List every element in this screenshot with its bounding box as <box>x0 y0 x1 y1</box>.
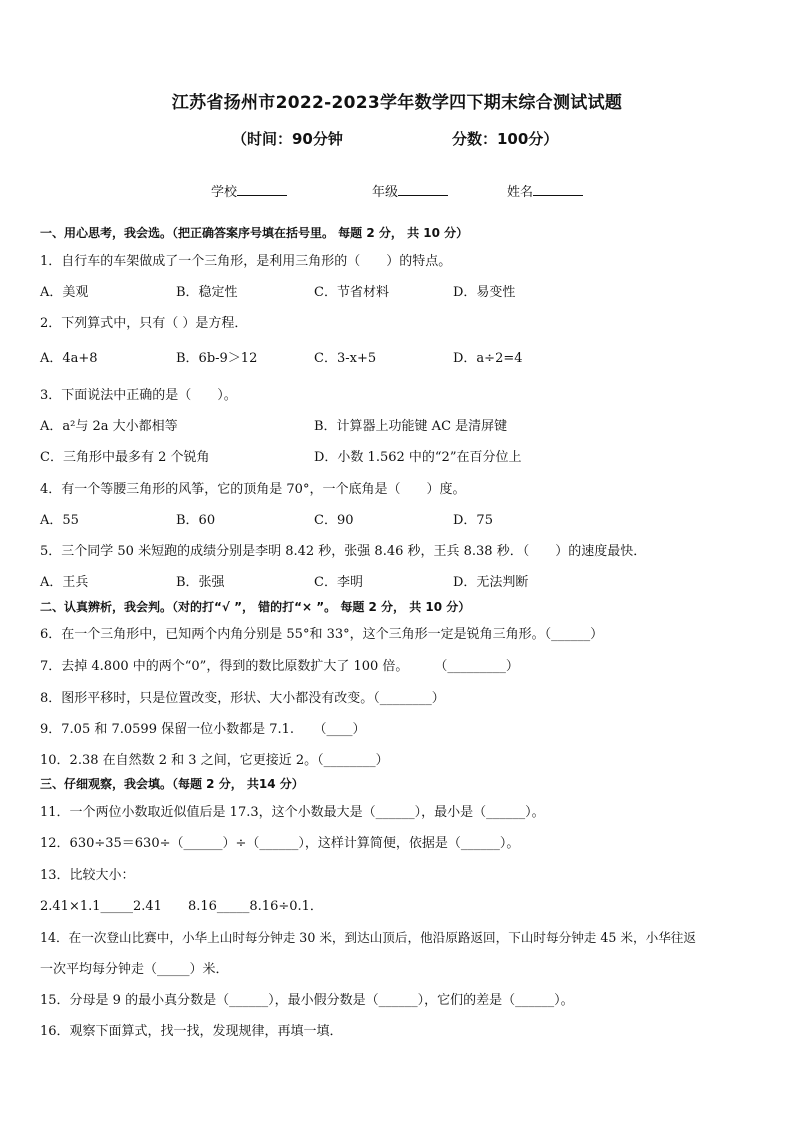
q2-option-d: D．a÷2=4 <box>453 351 523 366</box>
question-11: 11．一个两位小数取近似值后是 17.3，这个小数最大是（______），最小是（______）。 <box>40 805 545 820</box>
q2-option-b: B．6b-9＞12 <box>176 351 258 366</box>
q4-option-c: C．90 <box>314 513 354 528</box>
name-blank[interactable] <box>533 183 583 196</box>
school-blank[interactable] <box>237 183 287 196</box>
question-7: 7．去掉 4.800 中的两个“0”，得到的数比原数扩大了 100 倍。 （_________） <box>40 659 519 674</box>
section-1-heading: 一、用心思考，我会选。（把正确答案序号填在括号里。 每题 2 分， 共 10 分） <box>40 226 469 240</box>
exam-time: （时间：90分钟 <box>232 130 343 148</box>
exam-score: 分数：100分） <box>452 130 559 148</box>
question-4: 4．有一个等腰三角形的风筝，它的顶角是 70°，一个底角是（ ）度。 <box>40 482 466 497</box>
q2-option-a: A．4a+8 <box>40 351 98 366</box>
question-16: 16．观察下面算式，找一找，发现规律，再填一填． <box>40 1024 343 1039</box>
q5-option-c: C．李明 <box>314 575 363 590</box>
q5-option-d: D．无法判断 <box>453 575 529 590</box>
school-field <box>211 181 287 200</box>
q5-option-b: B．张强 <box>176 575 225 590</box>
question-10: 10．2.38 在自然数 2 和 3 之间，它更接近 2。（________） <box>40 753 389 768</box>
q3-option-a: A．a²与 2a 大小都相等 <box>40 419 178 434</box>
section-3-heading: 三、仔细观察，我会填。（每题 2 分， 共14 分） <box>40 777 304 791</box>
school-label: 学校 <box>211 185 238 200</box>
question-9: 9．7.05 和 7.0599 保留一位小数都是 7.1. （____） <box>40 722 366 737</box>
q3-option-d: D．小数 1.562 中的“2”在百分位上 <box>314 450 522 465</box>
q5-option-a: A．王兵 <box>40 575 89 590</box>
grade-label: 年级 <box>372 185 399 200</box>
q4-option-b: B．60 <box>176 513 216 528</box>
question-14-line-2: 一次平均每分钟走（_____）米． <box>40 962 229 977</box>
question-13-comparison: 2.41×1.1_____2.41 8.16_____8.16÷0.1． <box>40 899 323 914</box>
question-6: 6．在一个三角形中，已知两个内角分别是 55°和 33°，这个三角形一定是锐角三角形。（______） <box>40 627 604 642</box>
q1-option-b: B．稳定性 <box>176 285 238 300</box>
question-14-line-1: 14．在一次登山比赛中，小华上山时每分钟走 30 米，到达山顶后，他沿原路返回，下山时每分钟走 45 米，小华往返 <box>40 930 696 945</box>
q3-option-c: C．三角形中最多有 2 个锐角 <box>40 450 210 465</box>
question-2: 2．下列算式中，只有（ ）是方程． <box>40 316 248 331</box>
question-3: 3．下面说法中正确的是（ ）。 <box>40 388 237 403</box>
grade-blank[interactable] <box>398 183 448 196</box>
question-1: 1．自行车的车架做成了一个三角形，是利用三角形的（ ）的特点。 <box>40 254 452 269</box>
question-12: 12．630÷35＝630÷（______）÷（______），这样计算简便，依据是（______）。 <box>40 836 520 851</box>
q1-option-c: C．节省材料 <box>314 285 389 300</box>
name-field <box>507 181 583 200</box>
q1-option-d: D．易变性 <box>453 285 516 300</box>
q2-option-c: C．3-x+5 <box>314 351 377 366</box>
exam-title: 江苏省扬州市2022-2023学年数学四下期末综合测试试题 <box>171 93 623 113</box>
question-15: 15．分母是 9 的最小真分数是（______），最小假分数是（______），它们的差是（______）。 <box>40 993 574 1008</box>
q3-option-b: B．计算器上功能键 AC 是清屏键 <box>314 419 508 434</box>
question-8: 8．图形平移时，只是位置改变，形状、大小都没有改变。（________） <box>40 691 445 706</box>
q1-option-a: A．美观 <box>40 285 89 300</box>
question-5: 5．三个同学 50 米短跑的成绩分别是李明 8.42 秒，张强 8.46 秒，王兵 8.38 秒．（ ）的速度最快． <box>40 544 647 559</box>
name-label: 姓名 <box>507 185 534 200</box>
q4-option-d: D．75 <box>453 513 493 528</box>
section-2-heading: 二、认真辨析，我会判。（对的打“√ ”， 错的打“× ”。 每题 2 分， 共 10 分） <box>40 600 471 614</box>
question-13: 13．比较大小： <box>40 868 135 883</box>
grade-field <box>372 181 448 200</box>
q4-option-a: A．55 <box>40 513 79 528</box>
